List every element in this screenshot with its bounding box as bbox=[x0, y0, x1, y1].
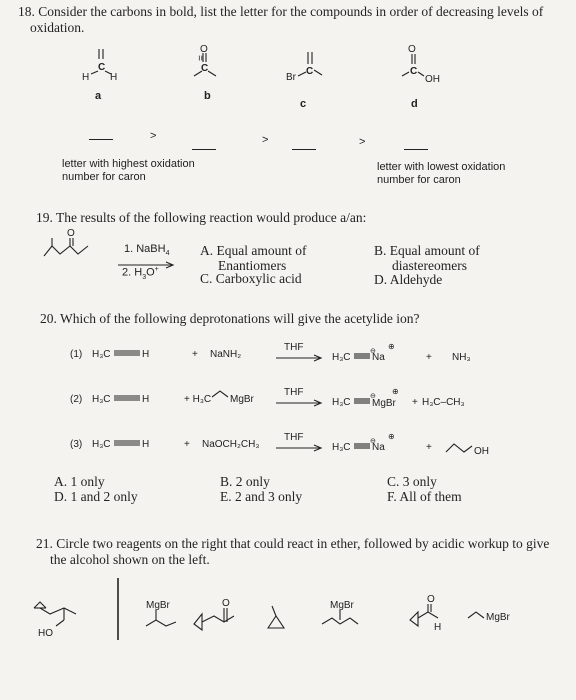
q20-answer-b[interactable]: B. 2 only bbox=[220, 474, 270, 489]
greater-than-2: > bbox=[262, 134, 269, 146]
reagent-option-grignard-2[interactable] bbox=[320, 598, 370, 638]
separator-line bbox=[116, 578, 120, 642]
lowest-label-line2: number for caron bbox=[377, 174, 461, 186]
svg-text:H₃C: H₃C bbox=[92, 439, 111, 450]
q19-text: 19. The results of the following reaction would produce a/an: bbox=[36, 210, 367, 225]
q18-text bbox=[18, 4, 543, 36]
target-alcohol-structure bbox=[28, 592, 118, 642]
q18-line1: 18. Consider the carbons in bold, list the letter for the compounds in order of decreasing levels of bbox=[18, 4, 544, 19]
svg-text:O: O bbox=[67, 228, 75, 239]
svg-text:O: O bbox=[408, 44, 416, 55]
svg-text:MgBr: MgBr bbox=[146, 600, 170, 611]
svg-text:(1): (1) bbox=[70, 349, 83, 360]
lowest-label-line1: letter with lowest oxidation bbox=[377, 161, 506, 173]
q19-choice-a-line1: A. Equal amount of bbox=[200, 243, 307, 258]
reaction-3 bbox=[70, 430, 530, 460]
svg-text:⊖: ⊖ bbox=[370, 348, 376, 355]
compound-a-label: a bbox=[95, 90, 102, 102]
svg-text:H: H bbox=[142, 439, 150, 450]
highest-label bbox=[62, 158, 195, 184]
reagent-option-cyclopropyl-ketone[interactable] bbox=[190, 598, 250, 634]
reagent-option-grignard-3[interactable] bbox=[466, 608, 536, 628]
q19-choice-b[interactable] bbox=[374, 243, 480, 273]
svg-text:H₃C: H₃C bbox=[332, 352, 351, 363]
highest-label-line2: number for caron bbox=[62, 171, 146, 183]
greater-than-1: > bbox=[150, 130, 157, 142]
svg-text:⊕: ⊕ bbox=[388, 342, 395, 351]
svg-text:⊕: ⊕ bbox=[388, 432, 395, 441]
compound-b-structure bbox=[188, 42, 228, 82]
q19-choice-d[interactable]: D. Aldehyde bbox=[374, 272, 443, 287]
svg-text:H: H bbox=[434, 622, 442, 633]
svg-text:OH: OH bbox=[474, 446, 489, 457]
compound-d-structure bbox=[400, 40, 460, 85]
svg-text:HO: HO bbox=[38, 628, 53, 639]
q19-choice-a-line2: Enantiomers bbox=[218, 258, 287, 273]
svg-text:H₃C: H₃C bbox=[92, 394, 111, 405]
svg-text:H: H bbox=[142, 349, 150, 360]
q18-line2: oxidation. bbox=[30, 20, 85, 35]
svg-text:H₃C: H₃C bbox=[332, 397, 351, 408]
svg-text:+: + bbox=[184, 439, 190, 450]
svg-text:C: C bbox=[410, 66, 418, 77]
svg-text:(3): (3) bbox=[70, 439, 83, 450]
reagent-1 bbox=[124, 243, 169, 257]
q21-text bbox=[36, 536, 549, 568]
svg-text:OH: OH bbox=[425, 74, 440, 85]
reagent-option-cyclopropyl-methyl[interactable] bbox=[262, 604, 292, 636]
svg-text:⊖: ⊖ bbox=[370, 393, 376, 400]
q19-choice-b-line2: diastereomers bbox=[392, 258, 467, 273]
svg-text:MgBr: MgBr bbox=[372, 398, 396, 409]
reaction-2 bbox=[70, 385, 540, 415]
q20-text: 20. Which of the following deprotonations will give the acetylide ion? bbox=[40, 311, 420, 326]
svg-text:MgBr: MgBr bbox=[330, 600, 354, 611]
svg-text:THF: THF bbox=[284, 342, 304, 353]
svg-text:MgBr: MgBr bbox=[486, 612, 510, 623]
svg-text:O: O bbox=[200, 44, 208, 55]
svg-text:C: C bbox=[306, 66, 314, 77]
q19-choice-c[interactable]: C. Carboxylic acid bbox=[200, 271, 302, 286]
q20-answer-f[interactable]: F. All of them bbox=[387, 489, 462, 504]
highest-label-line1: letter with highest oxidation bbox=[62, 158, 195, 170]
svg-text:H: H bbox=[142, 394, 150, 405]
q20-answer-c[interactable]: C. 3 only bbox=[387, 474, 437, 489]
svg-text:H: H bbox=[110, 72, 118, 83]
svg-text:(2): (2) bbox=[70, 394, 83, 405]
svg-text:+: + bbox=[192, 349, 198, 360]
svg-text:NaNH₂: NaNH₂ bbox=[210, 349, 242, 360]
svg-text:O: O bbox=[427, 594, 435, 605]
compound-c-label: c bbox=[300, 98, 307, 110]
q20-answer-e[interactable]: E. 2 and 3 only bbox=[220, 489, 303, 504]
lowest-label bbox=[377, 161, 505, 187]
reagent-2-plus: + bbox=[154, 266, 159, 273]
svg-text:⊕: ⊕ bbox=[392, 387, 399, 396]
q21-line2: the alcohol shown on the left. bbox=[50, 552, 210, 567]
svg-text:H₃C: H₃C bbox=[92, 349, 111, 360]
q21-line1: 21. Circle two reagents on the right that could react in ether, followed by acidic workup to give bbox=[36, 536, 550, 551]
ketone-structure bbox=[42, 228, 102, 262]
svg-text:O: O bbox=[222, 598, 230, 609]
answer-blank-4[interactable] bbox=[404, 149, 428, 150]
q20-answer-a[interactable]: A. 1 only bbox=[54, 474, 105, 489]
q20-answer-d[interactable]: D. 1 and 2 only bbox=[54, 489, 138, 504]
greater-than-3: > bbox=[359, 136, 366, 148]
q19-choice-b-line1: B. Equal amount of bbox=[374, 243, 480, 258]
svg-text:=: = bbox=[196, 55, 207, 61]
compound-b-label: b bbox=[204, 90, 211, 102]
svg-text:+ H₃C: + H₃C bbox=[184, 394, 212, 405]
reagent-2 bbox=[122, 266, 159, 281]
compound-a-structure bbox=[82, 45, 132, 85]
svg-text:THF: THF bbox=[284, 432, 304, 443]
svg-text:H: H bbox=[82, 72, 90, 83]
compound-c-structure bbox=[286, 50, 326, 90]
svg-text:+: + bbox=[412, 397, 418, 408]
svg-text:H₃C–CH₃: H₃C–CH₃ bbox=[422, 397, 465, 408]
compound-d-label: d bbox=[411, 98, 418, 110]
svg-text:C: C bbox=[98, 62, 106, 73]
reagent-1-sub: 4 bbox=[165, 250, 170, 258]
svg-text:NH₃: NH₃ bbox=[452, 352, 471, 363]
answer-blank-1[interactable] bbox=[89, 139, 113, 140]
svg-text:NaOCH₂CH₃: NaOCH₂CH₃ bbox=[202, 439, 260, 450]
reagent-option-grignard-1[interactable] bbox=[140, 598, 190, 638]
svg-text:Na: Na bbox=[372, 352, 385, 363]
svg-text:Br: Br bbox=[286, 72, 296, 83]
svg-text:H₃C: H₃C bbox=[332, 442, 351, 453]
reagent-2-text: 2. H bbox=[122, 266, 143, 279]
svg-text:+: + bbox=[426, 352, 432, 363]
svg-text:C: C bbox=[201, 63, 209, 74]
answer-blank-3[interactable] bbox=[292, 149, 316, 150]
reagent-2-o: O bbox=[146, 266, 155, 279]
reaction-1 bbox=[70, 340, 530, 370]
answer-blank-2[interactable] bbox=[192, 149, 216, 150]
svg-text:⊖: ⊖ bbox=[370, 438, 376, 445]
svg-text:+: + bbox=[426, 442, 432, 453]
svg-text:THF: THF bbox=[284, 387, 304, 398]
q19-choice-a[interactable] bbox=[200, 243, 306, 273]
reagent-1-text: 1. NaBH bbox=[124, 243, 166, 255]
reagent-2-sub: 3 bbox=[142, 273, 147, 281]
svg-text:Na: Na bbox=[372, 442, 385, 453]
reagent-option-aldehyde[interactable] bbox=[406, 594, 456, 638]
svg-text:MgBr: MgBr bbox=[230, 394, 254, 405]
